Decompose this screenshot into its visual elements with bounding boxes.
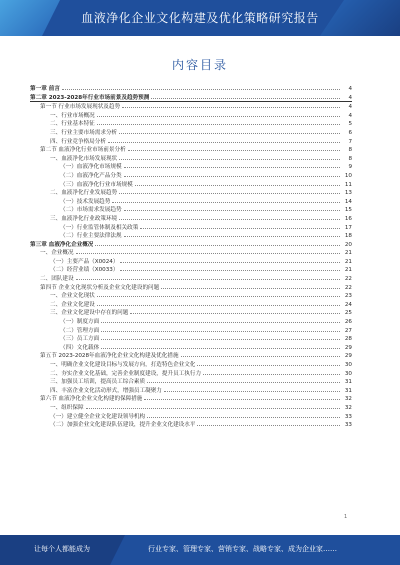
toc-leader-dots [144, 394, 340, 400]
toc-entry-page: 29 [344, 344, 352, 351]
toc-leader-dots [119, 128, 340, 134]
toc-entry[interactable] [30, 162, 352, 171]
page-number: 1 [344, 514, 348, 520]
toc-leader-dots [76, 274, 340, 280]
toc-leader-dots [124, 231, 340, 237]
toc-entry-page: 4 [348, 104, 352, 111]
toc-entry-label: 一、行业市场概况 [50, 112, 95, 119]
toc-entry-label: 三、血液净化行业政策环境 [50, 215, 118, 222]
toc-leader-dots [95, 240, 340, 246]
toc-entry[interactable] [30, 197, 352, 206]
toc-entry-page: 7 [348, 138, 352, 145]
toc-entry[interactable] [30, 386, 352, 395]
toc-leader-dots [203, 369, 340, 375]
toc-entry-label: 第四节 企业文化现状分析及企业文化建设的问题 [40, 284, 160, 291]
toc-entry[interactable] [30, 308, 352, 317]
toc-entry[interactable] [30, 84, 352, 93]
toc-entry-label: （二）经营业绩（X0033） [50, 267, 119, 274]
toc-entry-page: 18 [344, 233, 352, 240]
toc-title: 内容目录 [171, 58, 228, 72]
toc-entry-label: （三）血液净化行业市场规模 [60, 181, 133, 188]
toc-entry[interactable] [30, 214, 352, 223]
toc-entry[interactable] [30, 240, 352, 249]
toc-entry[interactable] [30, 180, 352, 189]
toc-leader-dots [119, 154, 340, 160]
toc-entry[interactable] [30, 171, 352, 180]
toc-entry[interactable] [30, 231, 352, 240]
toc-entry-page: 27 [344, 327, 352, 334]
toc-entry[interactable] [30, 334, 352, 343]
toc-leader-dots [135, 180, 340, 186]
toc-entry-label: 三、企业文化建设中存在的问题 [50, 310, 129, 317]
toc-entry-page: 14 [344, 198, 352, 205]
toc-entry-label: 一、组织保障 [50, 404, 84, 411]
toc-entry-label: （二）行业主要法律法规 [60, 233, 122, 240]
toc-entry-page: 26 [344, 319, 352, 326]
toc-entry-page: 4 [348, 94, 352, 101]
toc-entry[interactable] [30, 317, 352, 326]
toc-entry-page: 11 [344, 181, 352, 188]
toc-entry[interactable] [30, 403, 352, 412]
toc-entry-label: （一）建立健全企业文化建设领导机构 [50, 413, 146, 420]
toc-entry[interactable] [30, 248, 352, 257]
toc-leader-dots [147, 412, 340, 418]
toc-entry-label: 三、行业主要市场需求分析 [50, 129, 118, 136]
toc-entry[interactable] [30, 137, 352, 146]
toc-entry-page: 32 [344, 396, 352, 403]
toc-leader-dots [101, 326, 340, 332]
toc-leader-dots [130, 308, 340, 314]
toc-entry-page: 8 [348, 155, 352, 162]
toc-entry-label: 第一节 行业市场发展现状及趋势 [40, 104, 121, 111]
toc-leader-dots [97, 111, 340, 117]
toc-entry-page: 22 [344, 276, 352, 283]
toc-entry-page: 8 [348, 147, 352, 154]
toc-entry[interactable] [30, 188, 352, 197]
toc-entry-label: （三）员工方面 [60, 336, 100, 343]
toc-leader-dots [97, 119, 340, 125]
toc-entry-page: 13 [344, 190, 352, 197]
toc-leader-dots [120, 265, 340, 271]
toc-leader-dots [101, 343, 340, 349]
toc-entry-label: （二）管理方面 [60, 327, 100, 334]
toc-entry[interactable] [30, 223, 352, 232]
toc-entry-label: （一）技术发展趋势 [60, 198, 111, 205]
toc-entry-page: 23 [344, 293, 352, 300]
toc-entry-label: 二、企业文化建设 [50, 301, 95, 308]
toc-entry-label: （二）血液净化产品分类 [60, 172, 122, 179]
toc-entry[interactable] [30, 326, 352, 335]
toc-leader-dots [197, 420, 340, 426]
report-title: 血液净化企业文化构建及优化策略研究报告 [81, 11, 319, 25]
toc-leader-dots [97, 300, 340, 306]
toc-leader-dots [101, 317, 340, 323]
toc-entry-page: 21 [344, 258, 352, 265]
toc-leader-dots [164, 386, 340, 392]
toc-leader-dots [147, 377, 340, 383]
toc-entry-page: 16 [344, 215, 352, 222]
report-footer [0, 535, 400, 565]
toc-entry-label: 二、夯实企业文化基础，完善企业制度建设，提升员工执行力 [50, 370, 202, 377]
toc-entry-label: 二、团队建设 [40, 276, 74, 283]
toc-leader-dots [112, 197, 340, 203]
toc-entry[interactable] [30, 111, 352, 120]
toc-entry-label: 一、血液净化市场发展现状 [50, 155, 118, 162]
toc-entry-label: 第二章 2023-2028年行业市场前景及趋势预测 [30, 94, 150, 101]
toc-entry[interactable] [30, 300, 352, 309]
toc-entry-page: 9 [348, 164, 352, 171]
toc-entry-label: 四、丰富企业文化活动形式，增强员工凝聚力 [50, 387, 162, 394]
toc-entry-page: 15 [344, 207, 352, 214]
toc-entry-label: 第二节 血液净化行业市场前景分析 [40, 147, 126, 154]
toc-leader-dots [62, 84, 340, 90]
toc-leader-dots [161, 283, 340, 289]
report-header [0, 0, 400, 36]
toc-leader-dots [197, 360, 340, 366]
toc-entry-label: 第三章 血液净化企业概况 [30, 241, 94, 248]
toc-entry[interactable] [30, 119, 352, 128]
toc-entry-page: 29 [344, 353, 352, 360]
toc-entry-label: 二、血液净化行业发展趋势 [50, 190, 118, 197]
toc-entry-page: 32 [344, 404, 352, 411]
toc-leader-dots [97, 291, 340, 297]
toc-entry-label: 第五节 2023-2028年血液净化企业文化构建及优化措施 [40, 353, 179, 360]
toc-entry-label: 二、行业基本特征 [50, 121, 95, 128]
toc-entry-page: 21 [344, 250, 352, 257]
toc-entry-label: （一）行业监管体制及相关政策 [60, 224, 139, 231]
footer-tags: 行业专家、管理专家、营销专家、战略专家、成为企业家…… [148, 545, 337, 553]
toc-entry-label: 三、加强员工培训，提高员工综合素质 [50, 379, 146, 386]
toc-entry[interactable] [30, 93, 352, 103]
toc-entry[interactable] [30, 205, 352, 214]
toc-leader-dots [124, 171, 340, 177]
toc-leader-dots [119, 214, 340, 220]
toc-entry-label: 一、企业概况 [40, 250, 74, 257]
toc-entry-label: （二）市场需求发展趋势 [60, 207, 122, 214]
toc-entry-page: 30 [344, 370, 352, 377]
toc-leader-dots [120, 257, 340, 263]
toc-entry-label: 一、企业文化现状 [50, 293, 95, 300]
toc-entry[interactable] [30, 343, 352, 352]
toc-entry[interactable] [30, 102, 352, 111]
toc-entry-page: 4 [348, 112, 352, 119]
toc-leader-dots [86, 403, 340, 409]
toc-entry[interactable] [30, 283, 352, 292]
toc-entry-label: 一、明确企业文化建设目标与发展方向，打造特色企业文化 [50, 362, 196, 368]
toc-entry[interactable] [30, 377, 352, 386]
toc-leader-dots [181, 351, 340, 357]
toc-entry[interactable] [30, 257, 352, 266]
toc-entry-label: 第六节 血液净化企业文化构建的保障措施 [40, 396, 143, 403]
toc-leader-dots [124, 205, 340, 211]
toc-entry[interactable] [30, 291, 352, 300]
toc-entry-label: （二）加强企业文化建设队伍建设，提升企业文化建设水平 [50, 422, 196, 429]
toc-entry-page: 4 [348, 86, 352, 92]
toc-entry-label: （一）制度方面 [60, 319, 100, 326]
toc-leader-dots [124, 162, 340, 168]
toc-leader-dots [101, 334, 340, 340]
toc-entry-label: （四）文化载体 [60, 344, 100, 351]
table-of-contents [30, 84, 352, 429]
toc-entry[interactable] [30, 360, 352, 369]
toc-entry-page: 5 [348, 121, 352, 128]
toc-entry-label: （一）主要产品（X0024） [50, 258, 119, 265]
toc-leader-dots [119, 188, 340, 194]
toc-entry[interactable] [30, 145, 352, 154]
toc-leader-dots [122, 102, 340, 108]
toc-entry-page: 10 [344, 172, 352, 179]
toc-entry-page: 17 [344, 224, 352, 231]
toc-entry-page: 33 [344, 422, 352, 429]
toc-entry-label: （一）血液净化市场规模 [60, 164, 122, 171]
toc-entry-label: 第一章 前言 [30, 86, 60, 92]
toc-leader-dots [108, 137, 340, 143]
toc-leader-dots [151, 93, 340, 99]
toc-entry-page: 21 [344, 267, 352, 274]
toc-leader-dots [76, 248, 340, 254]
toc-entry[interactable] [30, 369, 352, 378]
toc-entry[interactable] [30, 412, 352, 421]
toc-entry[interactable] [30, 274, 352, 283]
toc-entry-page: 31 [344, 379, 352, 386]
toc-entry[interactable] [30, 265, 352, 274]
toc-entry-page: 30 [344, 362, 352, 368]
toc-entry-page: 28 [344, 336, 352, 343]
toc-leader-dots [140, 223, 340, 229]
toc-entry[interactable] [30, 128, 352, 137]
toc-entry-page: 25 [344, 310, 352, 317]
footer-slogan: 让每个人都能成为 [34, 545, 90, 553]
toc-leader-dots [128, 145, 340, 151]
toc-entry-page: 22 [344, 284, 352, 291]
toc-entry[interactable] [30, 154, 352, 163]
toc-entry-page: 20 [344, 241, 352, 248]
toc-entry[interactable] [30, 351, 352, 360]
toc-entry-page: 33 [344, 413, 352, 420]
toc-entry-page: 24 [344, 301, 352, 308]
toc-entry-label: 四、行业竞争格局分析 [50, 138, 106, 145]
toc-entry[interactable] [30, 394, 352, 403]
toc-entry-page: 6 [348, 129, 352, 136]
toc-entry-page: 31 [344, 387, 352, 394]
toc-entry[interactable] [30, 420, 352, 429]
